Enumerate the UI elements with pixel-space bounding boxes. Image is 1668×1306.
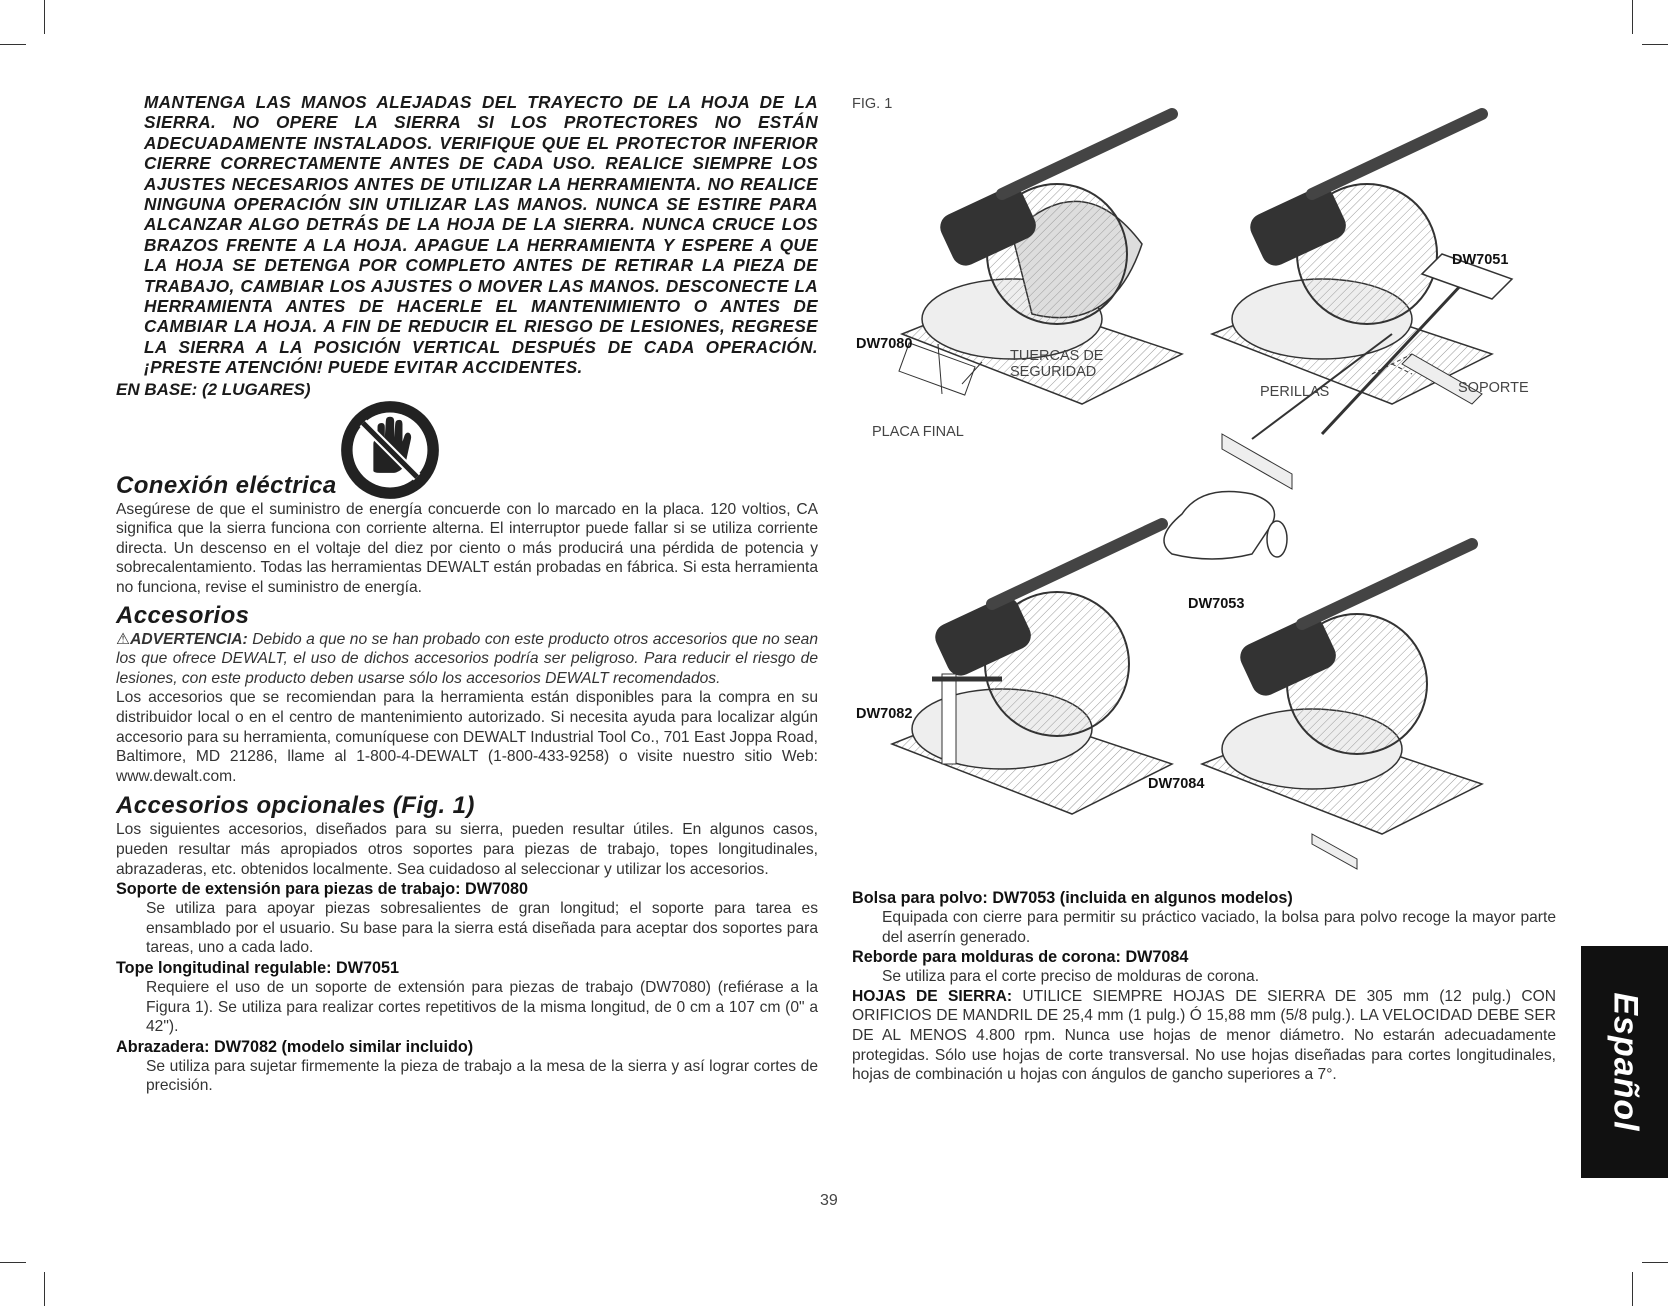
accessory-heading: Tope longitudinal regulable: DW7051	[116, 958, 400, 977]
opcionales-heading: Accesorios opcionales (Fig. 1)	[116, 792, 475, 820]
saw-drawing	[1212, 114, 1512, 489]
accessory-item	[852, 947, 1556, 987]
en-base-label: EN BASE: (2 LUGARES)	[116, 379, 311, 399]
accessory-text: Se utiliza para el corte preciso de molduras de corona.	[882, 968, 1260, 986]
crop-mark	[1632, 1272, 1633, 1306]
fig-label: FIG. 1	[852, 96, 893, 112]
crop-mark	[1642, 1262, 1668, 1263]
hojas-label: HOJAS DE SIERRA:	[852, 987, 1013, 1005]
accesorios-heading: Accesorios	[116, 601, 250, 629]
warning-triangle-icon: ⚠	[116, 630, 131, 648]
accessory-text: Requiere el uso de un soporte de extensión para piezas de trabajo (DW7080) (refiérase a la Figura 1). Se utiliza para realizar cortes repetitivos de la misma longitud, de 0 cm a 107 cm (0" a 42").	[146, 978, 818, 1036]
crop-mark	[0, 44, 26, 45]
accessory-heading: Soporte de extensión para piezas de trabajo: DW7080	[116, 880, 528, 899]
accessory-heading: Reborde para molduras de corona: DW7084	[852, 948, 1189, 967]
saw-drawing	[892, 524, 1172, 814]
crop-mark	[44, 1272, 45, 1306]
crop-mark	[1632, 0, 1633, 34]
saw-drawing	[1202, 544, 1482, 869]
accessory-text: Equipada con cierre para permitir su práctico vaciado, la bolsa para polvo recoge la mayor parte del aserrín generado.	[882, 909, 1556, 946]
warning-text: Debido a que no se han probado con este producto otros accesorios que no sean los que ofrece DEWALT, el uso de dichos accesorios podría ser peligroso. Para reducir el riesgo de lesiones, con este producto deben usarse sólo los accesorios DEWALT recomendados.	[116, 630, 818, 687]
label-seguridad: SEGURIDAD	[1010, 364, 1097, 380]
accessory-text: Se utiliza para apoyar piezas sobresalientes de gran longitud; el soporte para tarea es ensamblado por el usuario. Su base para la sierra está diseñada para aceptar dos soportes para tareas, uno a cada lado.	[146, 900, 818, 957]
dust-bag-drawing	[1164, 492, 1275, 560]
hojas-text: UTILICE SIEMPRE HOJAS DE SIERRA DE 305 mm (12 pulg.) CON ORIFICIOS DE MANDRIL DE 25,4 mm (1 pulg.) Ó 15,88 mm (5/8 pulg.). LA VELOCIDAD DEBE SER DE AL MENOS 4.800 rpm. Nunca use hojas de menor diámetro. No estarán adecuadamente protegidas. Sólo use hojas de corte transversal. No use hojas diseñadas para cortes longitudinales, hojas de combinación u hojas con ángulos de gancho superiores a 7°.	[852, 987, 1556, 1084]
code-dw7082: DW7082	[856, 706, 913, 722]
conexion-heading: Conexión eléctrica	[116, 471, 337, 499]
accessory-heading: Bolsa para polvo: DW7053 (incluida en algunos modelos)	[852, 889, 1293, 907]
conexion-body: Asegúrese de que el suministro de energía concuerde con lo marcado en la placa. 120 voltios, CA significa que la sierra funciona con corriente alterna. El interruptor puede fallar si se utiliza corriente directa. Un descenso en el voltaje del diez por ciento o más producirá una pérdida de potencia y sobrecalentamiento. Todas las herramientas DEWALT están probadas en fábrica. Si esta herramienta no funciona, revise el suministro de energía.	[116, 500, 818, 597]
opcionales-intro: Los siguientes accesorios, diseñados para su sierra, pueden resultar útiles. En algunos casos, pueden resultar más apropiados otros soportes para piezas de trabajo, topes longitudinales, abrazaderas, etc. obtenidos localmente. Sea cuidadoso al seleccionar y utilizar los accesorios.	[116, 821, 818, 878]
code-dw7084: DW7084	[1148, 776, 1205, 792]
crop-mark	[44, 0, 45, 34]
miter-saw-illustration	[852, 84, 1572, 884]
no-hands-icon	[338, 398, 442, 502]
code-dw7080: DW7080	[856, 336, 913, 352]
right-column	[852, 888, 1556, 1085]
warning-caps-text: MANTENGA LAS MANOS ALEJADAS DEL TRAYECTO DE LA HOJA DE LA SIERRA. NO OPERE LA SIERRA SI LOS PROTECTORES NO ESTÁN ADECUADAMENTE INSTALADOS. VERIFIQUE QUE EL PROTECTOR INFERIOR CIERRE CORRECTAMENTE ANTES DE CADA USO. REALICE SIEMPRE LOS AJUSTES NECESARIOS ANTES DE UTILIZAR LA HERRAMIENTA. NO REALICE NINGUNA OPERACIÓN SIN UTILIZAR LAS MANOS. NUNCA SE ESTIRE PARA ALCANZAR ALGO DETRÁS DE LA HOJA DE LA SIERRA. NUNCA CRUCE LOS BRAZOS FRENTE A LA HOJA. APAGUE LA HERRAMIENTA Y ESPERE A QUE LA HOJA SE DETENGA POR COMPLETO ANTES DE RETIRAR LA PIEZA DE TRABAJO, CAMBIAR LOS AJUSTES O MOVER LAS MANOS. DESCONECTE LA HERRAMIENTA ANTES DE HACERLE EL MANTENIMIENTO O ANTES DE CAMBIAR LA HOJA. A FIN DE REDUCIR EL RIESGO DE LESIONES, REGRESE LA SIERRA A LA POSICIÓN VERTICAL DESPUÉS DE CADA OPERACIÓN. ¡PRESTE ATENCIÓN! PUEDE EVITAR ACCIDENTES.	[144, 92, 818, 378]
crop-mark	[1642, 44, 1668, 45]
language-tab-label: Español	[1606, 992, 1644, 1132]
language-tab	[1581, 946, 1668, 1178]
accessory-heading: Abrazadera: DW7082 (modelo similar incluido)	[116, 1037, 474, 1056]
accesorios-warning	[116, 630, 818, 689]
hojas-paragraph	[852, 987, 1556, 1085]
label-perillas: PERILLAS	[1260, 384, 1330, 400]
accesorios-body: Los accesorios que se recomiendan para la herramienta están disponibles para la compra en su distribuidor local o en el centro de mantenimiento autorizado. Si necesita ayuda para localizar algún accesorio para su herramienta, comuníquese con DEWALT Industrial Tool Co., 701 East Joppa Road, Baltimore, MD 21286, llame al 1-800-4-DEWALT (1-800-433-9258) o visite nuestro sitio Web: www.dewalt.com.	[116, 689, 818, 785]
figure-1	[852, 84, 1572, 884]
label-placa-final: PLACA FINAL	[872, 424, 964, 440]
warning-label: ADVERTENCIA:	[130, 630, 248, 648]
accessory-item	[116, 879, 818, 958]
accessory-item	[852, 888, 1556, 947]
label-tuercas: TUERCAS DE	[1010, 348, 1104, 364]
page-number: 39	[820, 1192, 838, 1209]
crop-mark	[0, 1262, 26, 1263]
accessory-item	[116, 958, 818, 1037]
left-column	[116, 92, 818, 1096]
code-dw7053: DW7053	[1188, 596, 1245, 612]
accessory-item	[116, 1037, 818, 1096]
code-dw7051: DW7051	[1452, 252, 1509, 268]
label-soporte: SOPORTE	[1458, 380, 1529, 396]
accessory-text: Se utiliza para sujetar firmemente la pieza de trabajo a la mesa de la sierra y así lograr cortes de precisión.	[146, 1057, 818, 1095]
